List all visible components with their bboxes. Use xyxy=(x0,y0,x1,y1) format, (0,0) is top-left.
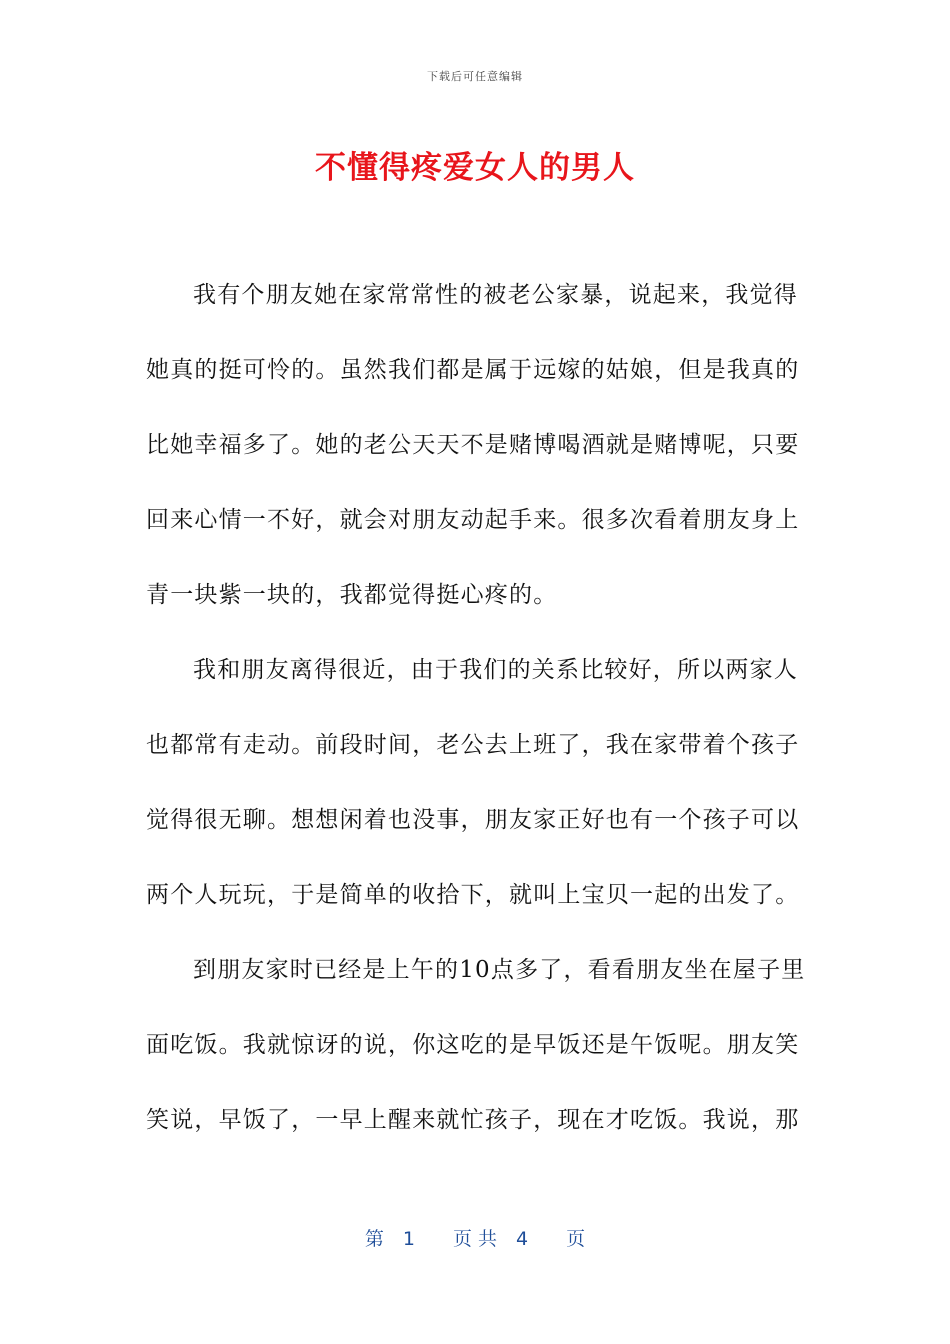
paragraph-2-line-1: 我和朋友离得很近，由于我们的关系比较好，所以两家人 xyxy=(193,657,798,683)
header-note: 下载后可任意编辑 xyxy=(427,70,523,83)
paragraph-2-line-3: 觉得很无聊。想想闲着也没事，朋友家正好也有一个孩子可以 xyxy=(146,807,800,833)
article-body xyxy=(146,272,806,1172)
document-title: 不懂得疼爱女人的男人 xyxy=(315,150,635,186)
paragraph-2-line-4: 两个人玩玩，于是简单的收拾下，就叫上宝贝一起的出发了。 xyxy=(146,882,800,908)
paragraph-1-line-2: 她真的挺可怜的。虽然我们都是属于远嫁的姑娘，但是我真的 xyxy=(146,357,800,383)
page-number-footer: 第 1 页 共 4 页 xyxy=(364,1228,586,1250)
paragraph-1-line-4: 回来心情一不好，就会对朋友动起手来。很多次看着朋友身上 xyxy=(146,507,800,533)
paragraph-3-line-3: 笑说，早饭了，一早上醒来就忙孩子，现在才吃饭。我说，那 xyxy=(146,1107,800,1133)
paragraph-1-line-5: 青一块紫一块的，我都觉得挺心疼的。 xyxy=(146,582,558,608)
paragraph-1-line-1: 我有个朋友她在家常常性的被老公家暴，说起来，我觉得 xyxy=(193,282,798,308)
paragraph-1-line-3: 比她幸福多了。她的老公天天不是赌博喝酒就是赌博呢，只要 xyxy=(146,432,800,458)
paragraph-3-line-2: 面吃饭。我就惊讶的说，你这吃的是早饭还是午饭呢。朋友笑 xyxy=(146,1032,800,1058)
paragraph-2-line-2: 也都常有走动。前段时间，老公去上班了，我在家带着个孩子 xyxy=(146,732,800,758)
paragraph-3-line-1: 到朋友家时已经是上午的10点多了，看看朋友坐在屋子里 xyxy=(193,957,806,983)
